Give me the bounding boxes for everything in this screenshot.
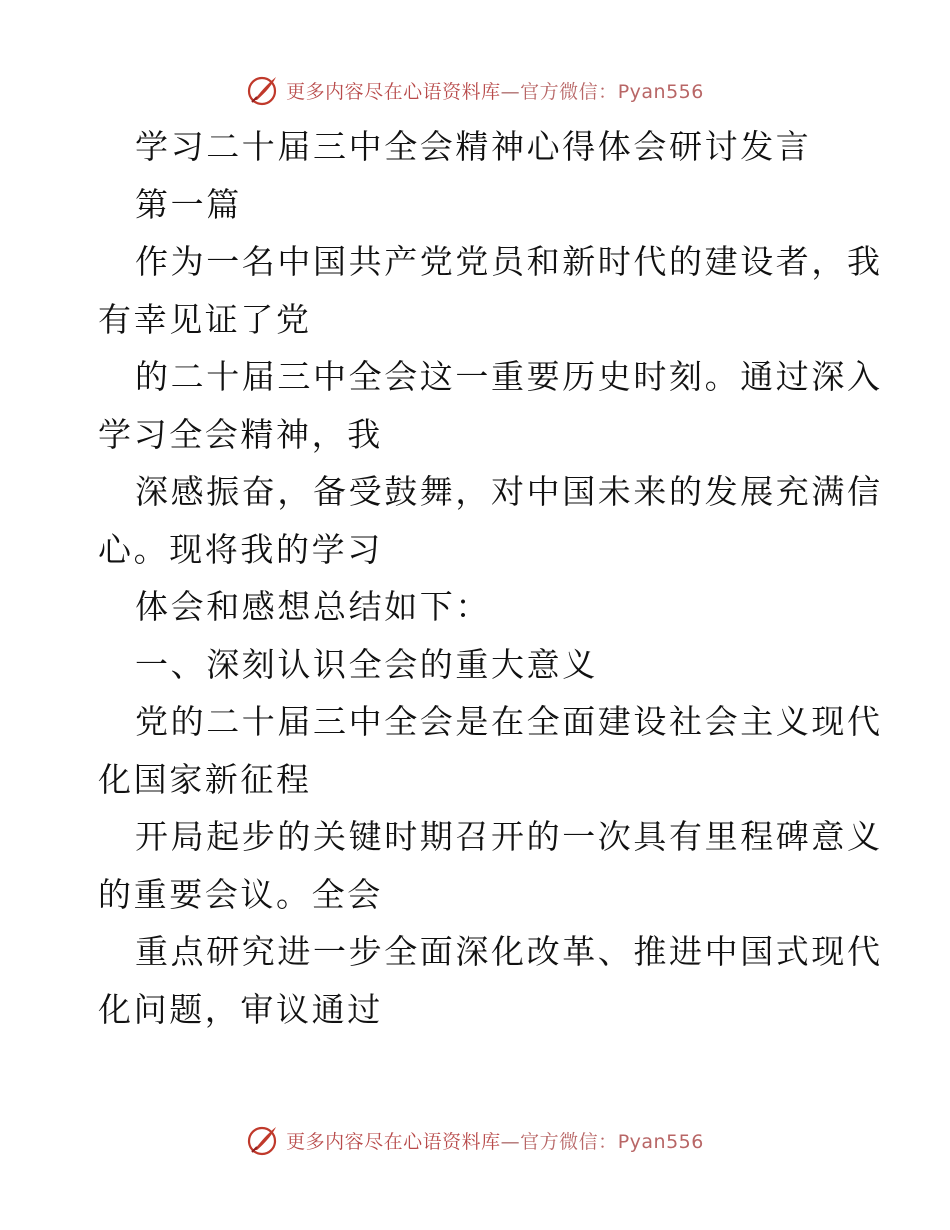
paragraph-line: 化国家新征程 xyxy=(98,759,312,799)
section-label: 第一篇 xyxy=(135,184,242,224)
quill-pen-circle-icon xyxy=(246,1123,280,1157)
paragraph-line: 的重要会议。全会 xyxy=(98,874,383,914)
section-heading: 一、深刻认识全会的重大意义 xyxy=(135,644,598,684)
paragraph-line: 心。现将我的学习 xyxy=(98,529,383,569)
document-title: 学习二十届三中全会精神心得体会研讨发言 xyxy=(135,127,812,166)
paragraph-line: 有幸见证了党 xyxy=(98,299,312,339)
paragraph-line: 的二十届三中全会这一重要历史时刻。通过深入 xyxy=(135,357,883,396)
paragraph-line: 开局起步的关键时期召开的一次具有里程碑意义 xyxy=(135,817,883,856)
watermark-text xyxy=(286,77,704,104)
paragraph-line: 党的二十届三中全会是在全面建设社会主义现代 xyxy=(135,702,883,741)
paragraph-line: 化问题，审议通过 xyxy=(98,989,383,1029)
header-watermark xyxy=(0,70,950,110)
watermark-brand: 更多内容尽在心语资料库 xyxy=(286,80,501,103)
footer-watermark xyxy=(0,1120,950,1160)
watermark-account-label: 官方微信： xyxy=(520,1130,618,1153)
watermark-account-label: 官方微信： xyxy=(520,80,618,103)
watermark-text xyxy=(286,1127,704,1154)
paragraph-line: 学习全会精神，我 xyxy=(98,414,383,454)
watermark-dash: — xyxy=(500,80,521,103)
watermark-account-id: Pyan556 xyxy=(617,1130,704,1153)
document-body xyxy=(98,118,883,1038)
paragraph-line: 深感振奋，备受鼓舞，对中国未来的发展充满信 xyxy=(135,472,883,511)
paragraph-line: 重点研究进一步全面深化改革、推进中国式现代 xyxy=(135,932,883,971)
paragraph-line: 作为一名中国共产党党员和新时代的建设者，我 xyxy=(135,242,883,281)
paragraph-line: 体会和感想总结如下： xyxy=(135,587,491,626)
watermark-dash: — xyxy=(500,1130,521,1153)
quill-pen-circle-icon xyxy=(246,73,280,107)
watermark-account-id: Pyan556 xyxy=(617,80,704,103)
watermark-brand: 更多内容尽在心语资料库 xyxy=(286,1130,501,1153)
